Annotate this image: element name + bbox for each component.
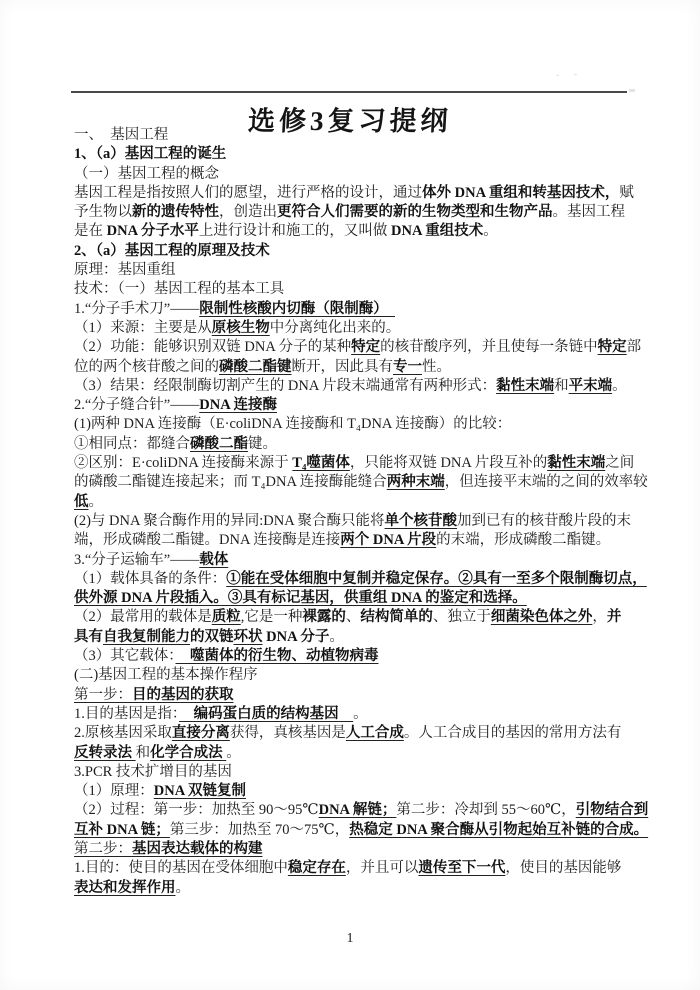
text-run: 3.PCR 技术扩增目的基因	[74, 763, 232, 780]
text-run: 技术：（一）基因工程的基本工具	[74, 281, 285, 298]
text-run: 2.原核基因采取	[74, 725, 172, 742]
doc-line	[74, 473, 648, 492]
text-run: 。	[88, 493, 103, 510]
text-run: T₄噬菌体	[292, 455, 350, 472]
doc-line	[74, 570, 647, 589]
text-run: DNA 重组技术	[391, 223, 484, 240]
text-run: 2.“分子缝合针”——	[74, 397, 200, 414]
text-run: 的核苷酸序列，并且使每一条链中	[380, 339, 598, 356]
text-run: （2）最常用的载体是	[74, 609, 212, 626]
text-run: 2、（a）基因工程的原理及技术	[74, 242, 270, 259]
doc-line	[74, 358, 634, 377]
text-run: 位的两个核苷酸之间的	[74, 358, 219, 375]
text-run: 。	[353, 705, 368, 722]
doc-line	[74, 821, 649, 840]
text-run: 黏性末端	[547, 455, 606, 472]
text-run: 。	[483, 223, 498, 240]
text-run: 赋	[619, 184, 634, 201]
text-run: 细菌染色体之外	[490, 609, 593, 626]
page-title: 选修3复习提纲	[247, 106, 453, 136]
text-run: ，	[604, 184, 620, 201]
text-run: 、独立于	[432, 609, 491, 626]
text-run: 第二步：	[74, 840, 132, 857]
doc-line	[74, 415, 634, 434]
text-run: ，只能将双链 DNA 片段互补的	[349, 455, 548, 472]
text-run: 引物结合到	[575, 802, 649, 819]
text-run: 质粒	[211, 609, 241, 626]
text-run: 性。	[422, 358, 451, 375]
text-run: ，并且可以	[345, 860, 419, 877]
text-run: 3.“分子运输车”——	[74, 551, 200, 568]
doc-line	[74, 628, 634, 647]
text-run: 基因工程是指按照人们的愿望，进行严格的设计，通过	[74, 184, 422, 201]
text-run: 的末端，形成磷酸二酯键。	[436, 532, 611, 549]
doc-line	[74, 222, 634, 241]
doc-line	[74, 782, 634, 801]
text-run: 专一	[393, 358, 422, 375]
doc-line	[74, 763, 634, 782]
doc-line	[74, 184, 634, 203]
text-run: ①相同点：都缝合	[74, 435, 190, 452]
text-run: 互补 DNA 链；	[74, 821, 170, 838]
doc-line	[74, 300, 634, 319]
text-run: ,它是一种	[240, 609, 303, 626]
text-run: 单个核苷酸	[384, 512, 458, 529]
doc-line	[74, 840, 634, 859]
doc-line	[74, 608, 634, 627]
text-run: ，	[592, 609, 607, 626]
text-run: DNA 分子水平	[106, 223, 199, 240]
text-run: 特定	[351, 339, 381, 356]
text-run: 键。	[248, 435, 277, 452]
text-run: 的双链	[190, 628, 234, 645]
text-run: 予生物以	[74, 204, 132, 221]
text-run: 直接分离	[171, 725, 230, 742]
text-run: 。基因工程	[552, 204, 625, 221]
text-run: 载体	[199, 551, 229, 568]
doc-line	[74, 435, 634, 454]
text-run: DNA 双链复制	[153, 783, 246, 800]
text-run: 热稳定 DNA 聚合酶从引物起始互补链的合成。	[349, 821, 649, 838]
text-run: 体外 DNA 重组和转基因技术	[422, 184, 605, 201]
doc-line	[74, 801, 649, 820]
text-run: 更符合人们需要的新的生物类型和生物产品	[277, 204, 553, 221]
text-run: 反转录法	[74, 744, 132, 761]
text-run: DNA 解链；	[318, 802, 397, 819]
text-run: （1）载体具备的条件：	[74, 570, 227, 587]
doc-line	[74, 319, 634, 338]
doc-line	[74, 280, 634, 299]
text-run: （2）功能：能够识别双链 DNA 分子的某种	[74, 339, 352, 356]
doc-line	[74, 396, 634, 415]
doc-line	[74, 551, 634, 570]
text-run: 。	[329, 628, 344, 645]
text-run: 特定	[597, 339, 627, 356]
text-run: （一）基因工程的概念	[74, 165, 219, 182]
text-run: 基因表达载体的构建	[132, 840, 263, 857]
text-run: 遗传至下一代	[418, 860, 506, 877]
text-run: 环状	[233, 628, 263, 645]
text-run: 1.目的基因是指：	[74, 705, 180, 722]
text-run: 1.目的：使目的基因在受体细胞中	[74, 860, 288, 877]
text-run: (2)与 DNA 聚合酶作用的异同:DNA 聚合酶只能将	[74, 512, 385, 529]
text-run: 原核生物	[211, 319, 270, 336]
text-run: 具有	[74, 628, 103, 645]
scan-artifact-mark: - -	[555, 68, 584, 81]
text-run: 加到已有的核苷酸片段的末	[457, 512, 632, 529]
text-run: 目的基因的获取	[132, 686, 234, 703]
text-run: 稳定存在	[287, 860, 346, 877]
doc-line	[74, 879, 634, 898]
text-run: 。人工合成目的基因的常用方法有	[403, 725, 622, 742]
text-run: 裸露的	[302, 609, 346, 626]
text-run: (1)两种 DNA 连接酶（E·coliDNA 连接酶和 T₄DNA 连接酶）的比较：	[74, 416, 512, 433]
text-run: 磷酸二酯键	[219, 358, 292, 375]
doc-line	[74, 165, 634, 184]
text-run: 限制性核酸内切酶（限制酶）	[199, 300, 381, 317]
text-run: 断开，因此具有	[291, 358, 393, 375]
doc-line	[74, 203, 634, 222]
text-run: DNA 分子	[262, 628, 330, 645]
doc-line	[74, 589, 634, 608]
text-run: 端，形成磷酸二酯键。DNA 连接酶是连接	[74, 532, 341, 549]
document-body	[74, 126, 649, 898]
text-run: 自我复制能力	[103, 628, 190, 645]
text-run: 是在	[74, 223, 107, 240]
text-run: 平末端	[568, 377, 613, 394]
doc-line	[74, 647, 634, 666]
text-run: 表达和发挥作用	[74, 879, 176, 896]
text-run: 之间	[605, 455, 635, 472]
doc-line	[74, 705, 634, 724]
text-run: （2）过程：第一步：加热至 90～95℃	[74, 802, 319, 819]
text-run: （1）原理：	[74, 783, 154, 800]
text-run: 两个 DNA 片段	[340, 532, 437, 549]
text-run: 和	[135, 744, 151, 761]
text-run: 原理：基因重组	[74, 262, 176, 279]
doc-line	[74, 126, 634, 145]
text-run: 第一步：	[74, 686, 132, 703]
text-run: DNA 连接酶	[199, 397, 277, 414]
text-run: （3）其它载体：	[74, 648, 176, 665]
text-run: （1）来源：主要是从	[74, 319, 212, 336]
doc-line	[74, 338, 642, 357]
doc-line	[74, 724, 634, 743]
text-run: 1、（a）基因工程的诞生	[74, 146, 227, 163]
text-run: 第三步：加热至 70～75℃，	[169, 821, 350, 838]
text-run: 黏性末端	[496, 377, 555, 394]
text-run	[176, 648, 191, 664]
doc-line	[74, 454, 634, 473]
text-run: 中分离纯化出来的。	[269, 319, 401, 336]
doc-line	[74, 666, 634, 685]
text-run: 人工合成	[345, 725, 404, 742]
text-run: ②区别：E·coliDNA 连接酶来源于	[74, 455, 293, 472]
text-run: 获得，真核基因是	[229, 725, 346, 742]
text-run: ①能在受体细胞中复制并稳定保存。②具有一至多个限制酶切点，	[226, 570, 647, 587]
text-run	[339, 706, 354, 722]
text-run: ，使目的基因能够	[505, 860, 622, 877]
doc-line	[74, 512, 634, 531]
text-run: ，创造出	[219, 204, 277, 221]
doc-line	[74, 744, 634, 763]
text-run: 磷酸二酯	[190, 435, 248, 452]
text-run	[381, 301, 396, 317]
doc-line	[74, 686, 634, 705]
doc-line	[74, 377, 634, 396]
text-run: 新的遗传特性	[132, 204, 219, 221]
text-run: 编码蛋白质的结构基因	[193, 705, 339, 722]
text-run: 并	[606, 609, 622, 626]
doc-line	[74, 493, 634, 512]
text-run: 、	[345, 609, 361, 626]
text-run	[179, 706, 194, 722]
text-run: 一、 基因工程	[74, 127, 169, 143]
text-run: 的磷酸二酯键连接起来；而 T₄DNA 连接酶能缝合	[74, 474, 387, 491]
doc-line	[74, 261, 634, 280]
doc-line	[74, 531, 634, 550]
text-run: 噬菌体的衍生物、动植物病毒	[190, 648, 379, 665]
text-run: 化学合成法	[150, 744, 223, 761]
text-run: 。	[175, 879, 190, 896]
page-number: 1	[346, 931, 354, 946]
doc-line	[74, 242, 634, 261]
text-run: ，但连接平末端的之间的效率较	[444, 474, 648, 491]
text-run: 。	[612, 377, 627, 394]
text-run: 。	[226, 744, 241, 761]
text-run: 低	[74, 493, 89, 510]
doc-line	[74, 145, 634, 164]
text-run: 1.“分子手术刀”——	[74, 300, 200, 317]
text-run: 上进行设计和施工的，又叫做	[198, 223, 391, 240]
doc-line	[74, 859, 634, 878]
header-rule	[71, 91, 627, 93]
text-run: （3）结果：经限制酶切割产生的 DNA 片段末端通常有两种形式：	[74, 377, 497, 394]
text-run: (二)基因工程的基本操作程序	[74, 667, 258, 684]
text-run: 部	[626, 339, 642, 356]
text-run: 和	[554, 377, 569, 394]
text-run: 第二步：冷却到 55～60℃，	[396, 802, 576, 819]
text-run: 两种末端	[386, 474, 445, 491]
text-run: 供外源 DNA 片段插入。③具有标记基因，供重组 DNA 的鉴定和选择。	[74, 590, 527, 607]
text-run: 结构简单的	[360, 609, 433, 626]
